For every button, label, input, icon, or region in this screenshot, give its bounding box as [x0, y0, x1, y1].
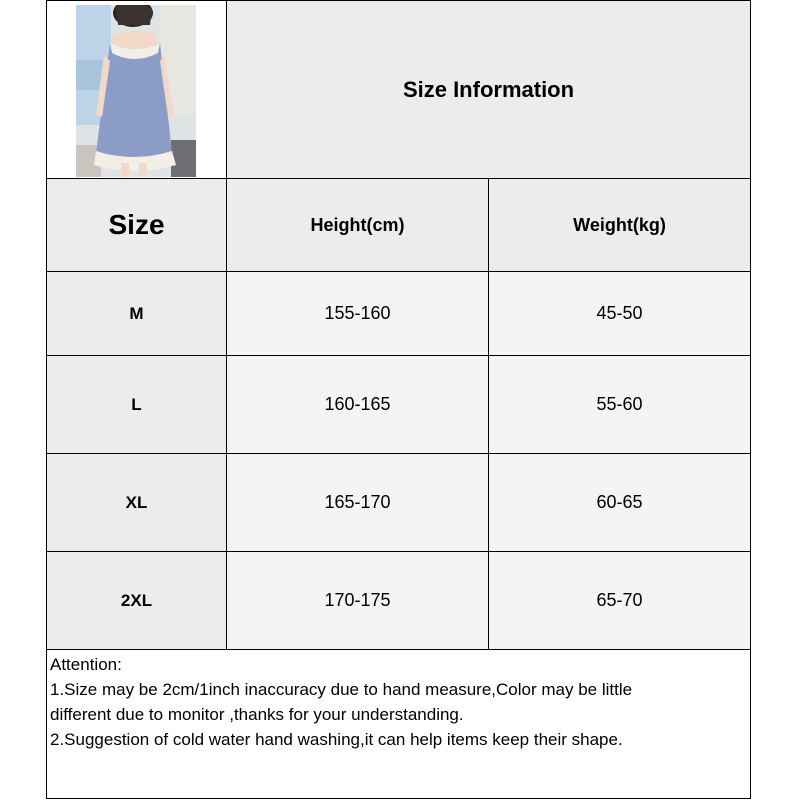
table-row-size — [47, 272, 226, 355]
page-title: Size Information — [402, 76, 575, 102]
table-row-weight — [489, 272, 750, 355]
weight-header-cell — [489, 179, 750, 271]
table-row-height — [227, 552, 488, 649]
height-value: 170-175 — [324, 590, 391, 610]
weight-value: 55-60 — [596, 394, 643, 414]
size-value: XL — [125, 492, 148, 512]
table-row-weight — [489, 356, 750, 453]
weight-column-header: Weight(kg) — [573, 214, 666, 235]
table-row-height — [227, 356, 488, 453]
notes-line: 1.Size may be 2cm/1inch inaccuracy due to hand measure,Color may be little — [50, 680, 633, 699]
weight-value: 45-50 — [596, 303, 643, 323]
table-row-weight — [489, 552, 750, 649]
size-column-header: Size — [108, 209, 165, 240]
height-header-cell — [227, 179, 488, 271]
table-row-size — [47, 454, 226, 551]
size-value: 2XL — [120, 590, 153, 610]
title-cell — [227, 1, 750, 178]
height-value: 165-170 — [324, 492, 391, 512]
height-value: 155-160 — [324, 303, 391, 323]
table-row-size — [47, 356, 226, 453]
weight-value: 65-70 — [596, 590, 643, 610]
height-column-header: Height(cm) — [310, 214, 405, 235]
notes-heading: Attention: — [50, 655, 122, 674]
height-value: 160-165 — [324, 394, 391, 414]
size-value: M — [129, 303, 144, 323]
notes-line: 2.Suggestion of cold water hand washing,it can help items keep their shape. — [50, 730, 623, 749]
table-row-height — [227, 272, 488, 355]
table-row-size — [47, 552, 226, 649]
weight-value: 60-65 — [596, 492, 643, 512]
size-header-cell — [47, 179, 226, 271]
table-row-height — [227, 454, 488, 551]
notes-line: different due to monitor ,thanks for your understanding. — [50, 705, 464, 724]
table-row-weight — [489, 454, 750, 551]
attention-notes — [50, 652, 745, 752]
size-value: L — [131, 394, 142, 414]
